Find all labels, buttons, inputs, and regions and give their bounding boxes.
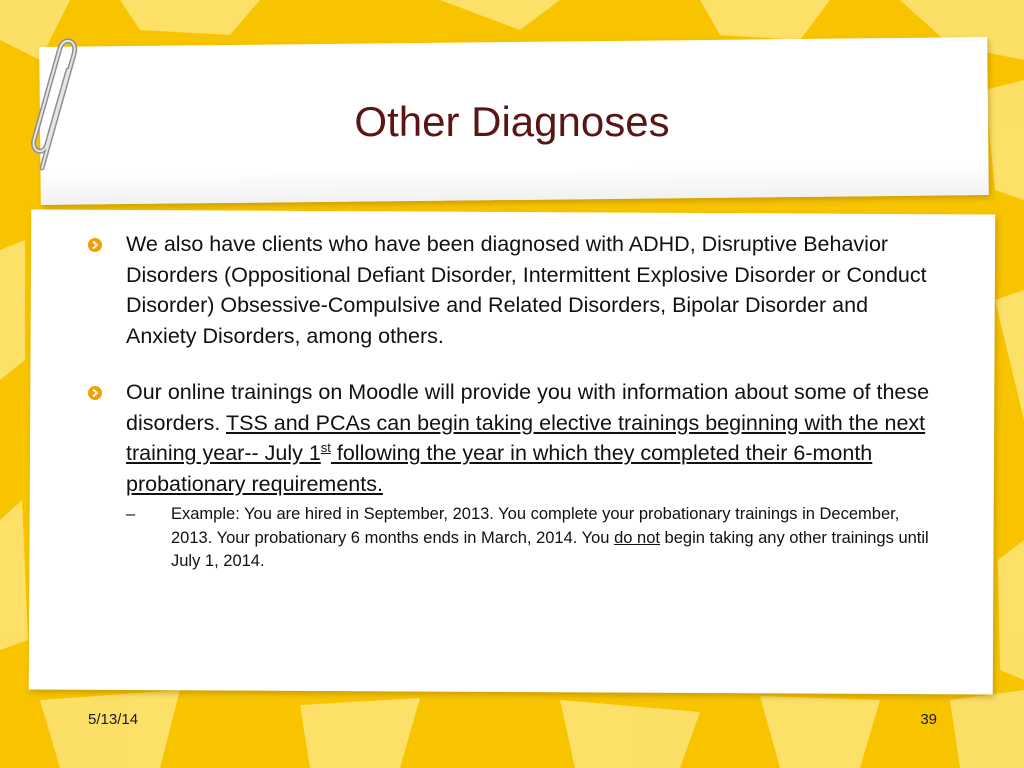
chevron-circle-icon bbox=[88, 238, 102, 252]
dash-marker: – bbox=[126, 505, 136, 523]
sub-bullet-text: Example: You are hired in September, 2013. You complete your probationary trainings in December, 2013. Your probationary 6 months ends in March, 2014. You bbox=[171, 505, 900, 547]
slide-title: Other Diagnoses bbox=[354, 98, 670, 145]
bullet-item bbox=[88, 377, 938, 574]
bullet-underlined-text-continued: following the year in which they completed their 6-month probationary requirements. bbox=[126, 441, 873, 496]
superscript-text: st bbox=[320, 439, 331, 455]
bullet-underlined-text: TSS and PCAs can begin taking elective trainings beginning with the next training year-- July 1 bbox=[126, 410, 926, 465]
footer-date: 5/13/14 bbox=[88, 711, 139, 728]
slide-number: 39 bbox=[920, 711, 937, 728]
chevron-circle-icon bbox=[88, 386, 102, 400]
bullet-text: Our online trainings on Moodle will provide you with information about some of these disorders. bbox=[126, 380, 930, 435]
bullet-text: We also have clients who have been diagnosed with ADHD, Disruptive Behavior Disorders (Oppositional Defiant Disorder, Intermittent Explosive Disorder or Conduct Disorder) Obsessive-Compulsive and Related Disorders, Bipolar Disorder and Anxiety Disorders, among others. bbox=[126, 232, 927, 348]
sub-bullet-item bbox=[126, 503, 938, 574]
bullet-item bbox=[88, 229, 938, 351]
slide-content bbox=[88, 229, 938, 574]
sub-bullet-text-end: begin taking any other trainings until July 1, 2014. bbox=[171, 528, 929, 570]
sub-bullet-underlined-text: do not bbox=[614, 528, 660, 547]
